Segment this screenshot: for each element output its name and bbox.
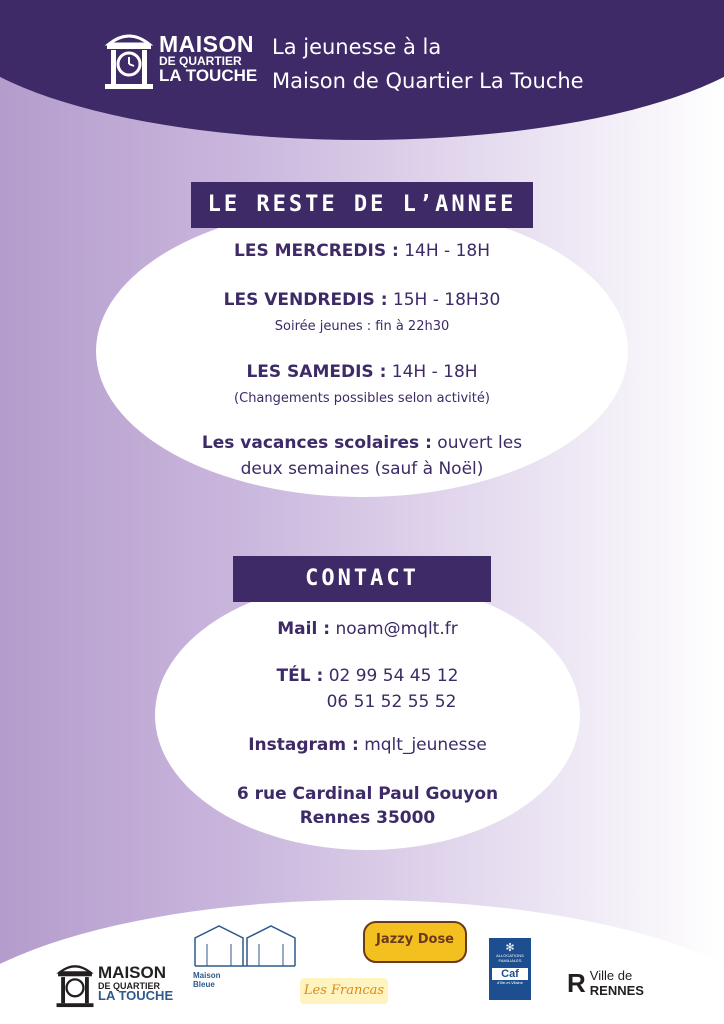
logo-line2: DE QUARTIER [159, 54, 242, 69]
vacances-value2: deux semaines (sauf à Noël) [240, 459, 484, 479]
samedis-label: LES SAMEDIS : [246, 362, 387, 382]
rennes-line2: RENNES [589, 982, 644, 998]
mercredis-label: LES MERCREDIS : [234, 241, 399, 261]
partner-mqlt-line3: LA TOUCHE [98, 988, 174, 1004]
header-tagline [272, 30, 584, 98]
address-line2: Rennes 35000 [299, 808, 436, 828]
vacances-row [96, 433, 628, 453]
partner-caf-logo [489, 938, 531, 1000]
caf-line4: d'Ille-et-Vilaine [496, 979, 524, 985]
mail-label: Mail : [277, 619, 331, 639]
caf-line1: ALLOCATIONS [496, 953, 524, 958]
header-banner [0, 0, 724, 140]
partners-footer [0, 880, 724, 1024]
mail-row [155, 619, 580, 639]
schedule-title: LE RESTE DE L’ANNEE [191, 182, 533, 228]
partner-mqlt-logo [55, 960, 173, 1008]
partner-mqlt-line1: MAISON [98, 963, 166, 983]
contact-title: CONTACT [233, 556, 491, 602]
address-line1: 6 rue Cardinal Paul Gouyon [236, 784, 499, 804]
rennes-r-icon: R [567, 968, 586, 998]
partner-jazz-dose-logo [362, 920, 468, 964]
partner-maison-bleue-logo [193, 924, 297, 990]
mail-value[interactable]: noam@mqlt.fr [335, 619, 458, 639]
tel-value1[interactable]: 02 99 54 45 12 [328, 666, 459, 686]
mqlt-logo [103, 28, 257, 90]
logo-text [159, 31, 258, 85]
clock-tower-icon [55, 960, 95, 1008]
vendredis-note: Soirée jeunes : fin à 22h30 [274, 319, 450, 334]
instagram-row [155, 735, 580, 755]
jazz-dose-text: Jazzy Dose [375, 932, 455, 947]
house-outline-icon [193, 924, 297, 968]
instagram-value[interactable]: mqlt_jeunesse [364, 735, 487, 755]
partner-francas-logo: Les Francas [300, 978, 388, 1004]
samedis-row [96, 362, 628, 382]
clock-tower-icon [103, 28, 155, 90]
mercredis-value: 14H - 18H [404, 241, 490, 261]
logo-line3: LA TOUCHE [159, 65, 258, 85]
tel-label: TÉL : [276, 666, 324, 686]
partner-rennes-logo [567, 968, 644, 999]
rennes-line1: Ville de [589, 968, 633, 984]
vendredis-value: 15H - 18H30 [392, 290, 501, 310]
maison-bleue-line1: Maison [193, 971, 221, 980]
instagram-label: Instagram : [248, 735, 359, 755]
mercredis-row [96, 241, 628, 261]
vendredis-label: LES VENDREDIS : [223, 290, 388, 310]
tagline-line2: Maison de Quartier La Touche [272, 69, 584, 93]
samedis-note: (Changements possibles selon activité) [234, 391, 490, 406]
caf-snowflake-icon: ✻ [505, 942, 515, 954]
partner-mqlt-line2: DE QUARTIER [98, 980, 161, 991]
caf-line2: FAMILIALES [498, 957, 522, 963]
logo-line1: MAISON [159, 31, 254, 58]
maison-bleue-line2: Bleue [193, 979, 215, 989]
tel-row [155, 666, 580, 686]
caf-line3: Caf [492, 968, 528, 980]
vacances-value1: ouvert les [437, 433, 523, 453]
samedis-value: 14H - 18H [391, 362, 478, 382]
vacances-label: Les vacances scolaires : [201, 433, 432, 453]
tagline-line1: La jeunesse à la [272, 35, 442, 59]
tel-value2[interactable]: 06 51 52 55 52 [326, 692, 457, 712]
vendredis-row [96, 290, 628, 310]
